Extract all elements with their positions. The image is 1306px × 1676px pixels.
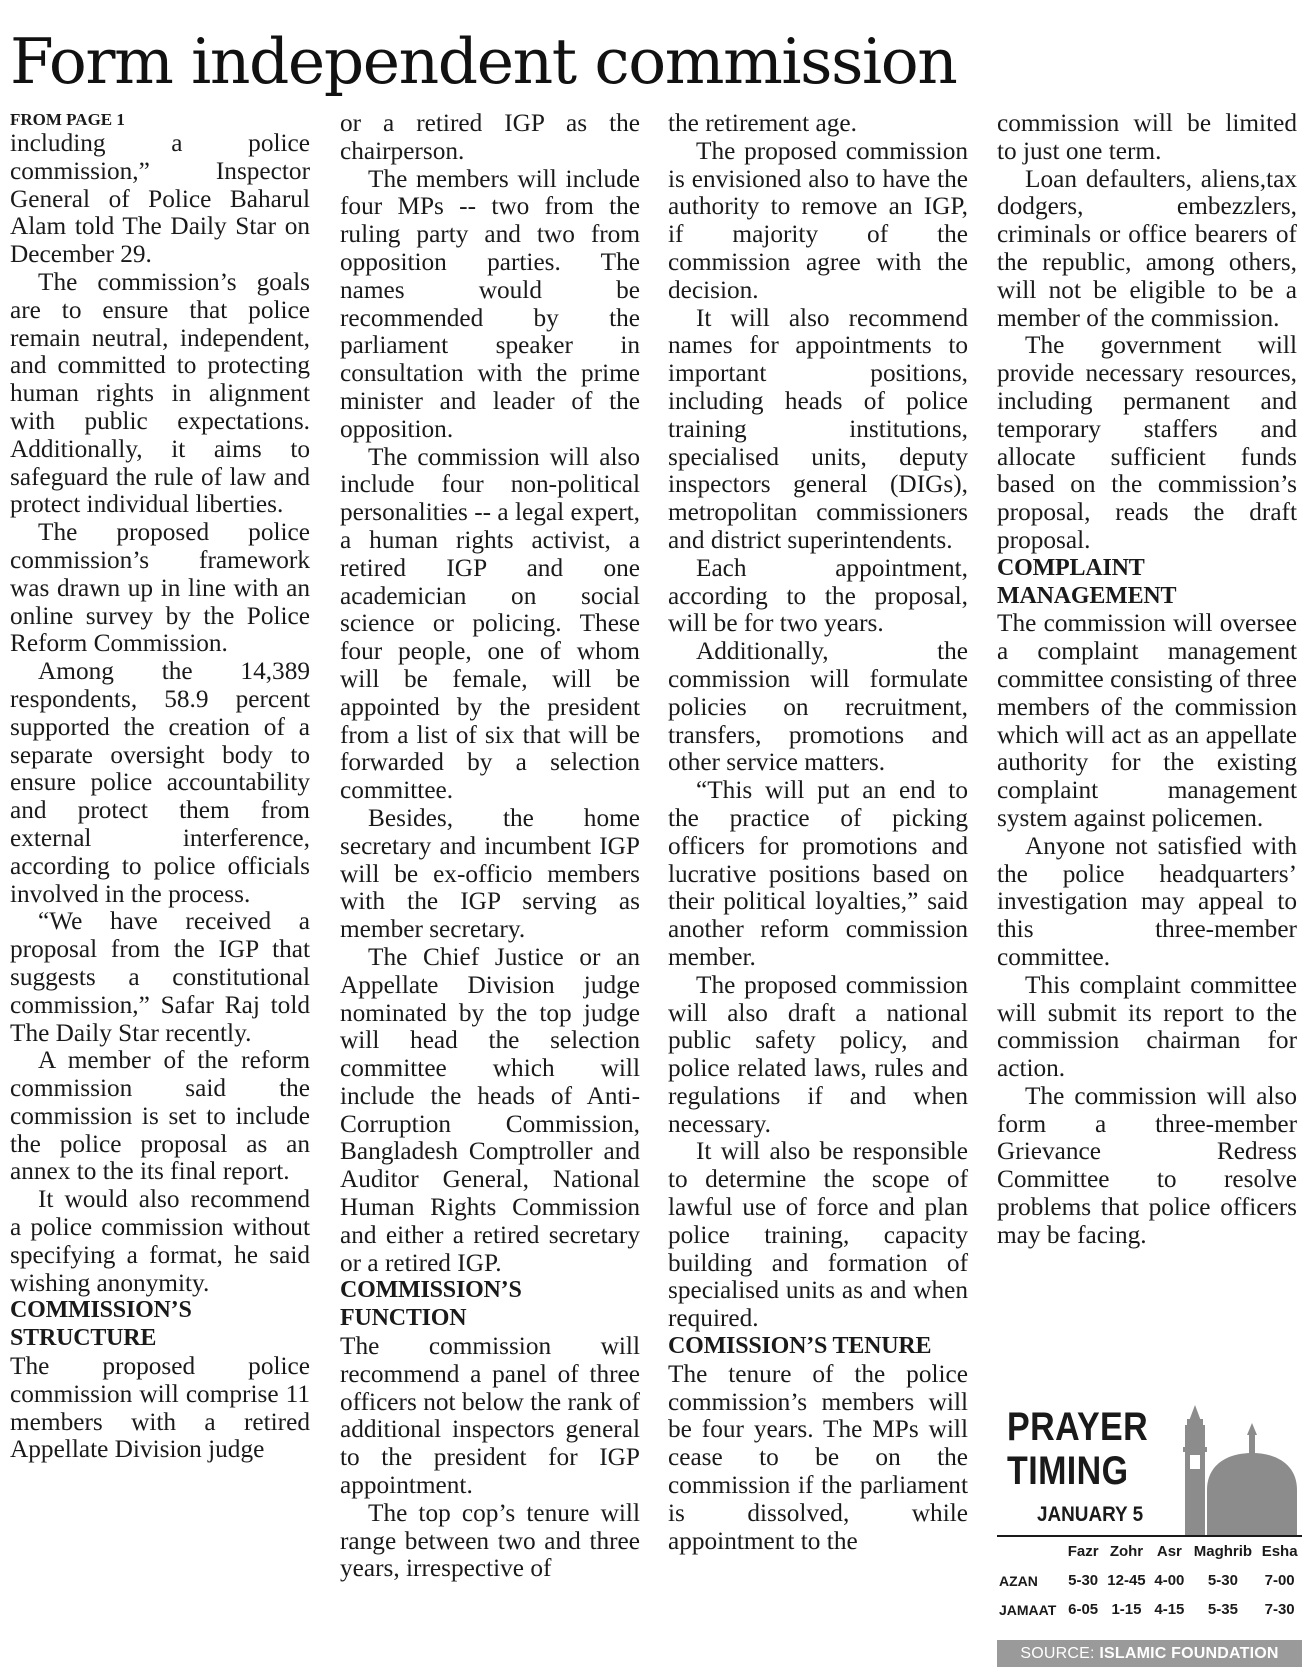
source-label: SOURCE: [1020,1645,1095,1662]
prayer-time: 4-00 [1154,1572,1185,1589]
paragraph: The commission will also include four non-political personalities -- a legal expert, a human rights activist, a retired IGP and one academician on social science or policing. These four people, one of whom will be female, will be appointed by the president from a list of six that will be forwarded by a selection committee. [340,442,640,805]
paragraph: The Chief Justice or an Appellate Division judge nominated by the top judge will head the selection committee which will include the heads of Anti-Corruption Commission, Bangladesh Comptroller and Auditor General, National Human Rights Commission and either a retired secretary or a retired IGP. [340,942,640,1277]
prayer-date: JANUARY 5 [1037,1503,1144,1526]
prayer-time: 4-15 [1154,1601,1185,1618]
paragraph: “This will put an end to the practice of picking officers for promotions and lucrative positions based on their political loyalties,” said another reform commission member. [668,776,968,971]
prayer-times-table [997,1535,1302,1624]
paragraph: the retirement age. [668,109,857,137]
prayer-time: 5-30 [1068,1572,1099,1589]
paragraph: The commission will recommend a panel of three officers not below the rank of additional inspectors general to the president for IGP appointment. [340,1332,640,1500]
prayer-time: 7-00 [1264,1572,1295,1589]
paragraph: Loan defaulters, aliens,tax dodgers, embezzlers, criminals or office bearers of the republic, among others, will not be eligible to be a member of the commission. [997,164,1297,332]
jamaat-label: JAMAAT [999,1601,1057,1618]
prayer-source [997,1640,1302,1667]
prayer-header: Esha [1261,1543,1298,1560]
paragraph: The commission will also form a three-member Grievance Redress Committee to resolve problems that police officers may be facing. [997,1081,1297,1249]
paragraph: The members will include four MPs -- two from the ruling party and two from opposition parties. The names would be recommended by the parliament speaker in consultation with the prime minister and leader of the opposition. [340,164,640,443]
subheading-complaint: COMPLAINT MANAGEMENT [997,554,1177,609]
paragraph: or a retired IGP as the chairperson. [340,109,640,165]
paragraph: The government will provide necessary resources, including permanent and temporary staffers and allocate sufficient funds based on the commission’s proposal, reads the draft proposal. [997,331,1297,554]
prayer-header: Maghrib [1193,1543,1253,1560]
paragraph: The commission’s goals are to ensure that police remain neutral, independent, and committed to protecting human rights in alignment with public expectations. Additionally, it aims to safeguard the rule of law and protect individual liberties. [10,267,310,519]
jamaat-row [997,1595,1302,1624]
mosque-icon [1177,1395,1302,1545]
azan-row [997,1566,1302,1595]
prayer-header-row [997,1536,1302,1566]
prayer-time: 5-30 [1207,1572,1238,1589]
prayer-time: 1-15 [1111,1601,1142,1618]
subheading-structure: COMMISSION’S STRUCTURE [10,1297,192,1352]
paragraph: Anyone not satisfied with the police headquarters’ investigation may appeal to this three-member committee. [997,831,1297,971]
prayer-header: Asr [1156,1543,1182,1560]
paragraph: It would also recommend a police commission without specifying a format, he said wishing anonymity. [10,1185,310,1297]
from-page-label: FROM PAGE 1 [10,110,125,129]
source-name: ISLAMIC FOUNDATION [1099,1645,1279,1662]
paragraph: “We have received a proposal from the IGP that suggests a constitutional commission,” Safar Raj told The Daily Star recently. [10,907,310,1047]
paragraph: including a police commission,” Inspector General of Police Baharul Alam told The Daily Star on December 29. [10,129,310,269]
paragraph: A member of the reform commission said the commission is set to include the police proposal as an annex to the its final report. [10,1046,310,1186]
paragraph: The proposed commission is envisioned also to have the authority to remove an IGP, if majority of the commission agree with the decision. [668,136,968,304]
article-column-2 [340,110,640,1583]
prayer-time: 6-05 [1068,1601,1099,1618]
paragraph: Additionally, the commission will formulate policies on recruitment, transfers, promotions and other service matters. [668,637,968,777]
azan-label: AZAN [999,1572,1038,1589]
prayer-time: 5-35 [1207,1601,1238,1618]
paragraph: The proposed commission will also draft a national public safety policy, and police related laws, rules and regulations if and when necessary. [668,970,968,1138]
subheading-tenure: COMISSION’S TENURE [668,1333,932,1360]
paragraph: It will also be responsible to determine the scope of lawful use of force and plan police training, capacity building and formation of specialised units as and when required. [668,1137,968,1333]
prayer-timing-box [997,1395,1302,1667]
prayer-header: Fazr [1067,1543,1099,1560]
paragraph: This complaint committee will submit its report to the commission chairman for action. [997,970,1297,1083]
paragraph: The top cop’s tenure will range between two and three years, irrespective of [340,1498,640,1583]
article-column-4 [997,110,1297,1250]
prayer-title [1007,1405,1148,1493]
paragraph: The commission will oversee a complaint management committee consisting of three members of the commission which will act as an appellate authority for the existing complaint management system against policemen. [997,609,1297,832]
article-column-3 [668,110,968,1555]
prayer-header: Zohr [1109,1543,1144,1560]
paragraph: The tenure of the police commission’s members will be four years. The MPs will cease to be on the commission if the parliament is dissolved, while appointment to the [668,1359,968,1555]
paragraph: commission will be limited to just one term. [997,109,1297,165]
paragraph: Besides, the home secretary and incumbent IGP will be ex-officio members with the IGP serving as member secretary. [340,803,640,944]
paragraph: The proposed police commission will comprise 11 members with a retired Appellate Division judge [10,1352,310,1464]
paragraph: It will also recommend names for appointments to important positions, including heads of police training institutions, specialised units, deputy inspectors general (DIGs), metropolitan commissioners and district superintendents. [668,303,968,554]
paragraph: Each appointment, according to the proposal, will be for two years. [668,553,968,638]
prayer-title-line1: PRAYER [1007,1405,1149,1449]
paragraph: The proposed police commission’s framework was drawn up in line with an online survey by the Police Reform Commission. [10,518,310,658]
headline: Form independent commission [10,25,957,98]
prayer-time: 12-45 [1107,1572,1146,1589]
subheading-function: COMMISSION’S FUNCTION [340,1277,522,1332]
article-column-1 [10,110,310,1464]
paragraph: Among the 14,389 respondents, 58.9 percent supported the creation of a separate oversight body to ensure police accountability and protect them from external interference, according to police officials involved in the process. [10,657,310,908]
prayer-time: 7-30 [1264,1601,1295,1618]
prayer-title-line2: TIMING [1007,1449,1129,1493]
